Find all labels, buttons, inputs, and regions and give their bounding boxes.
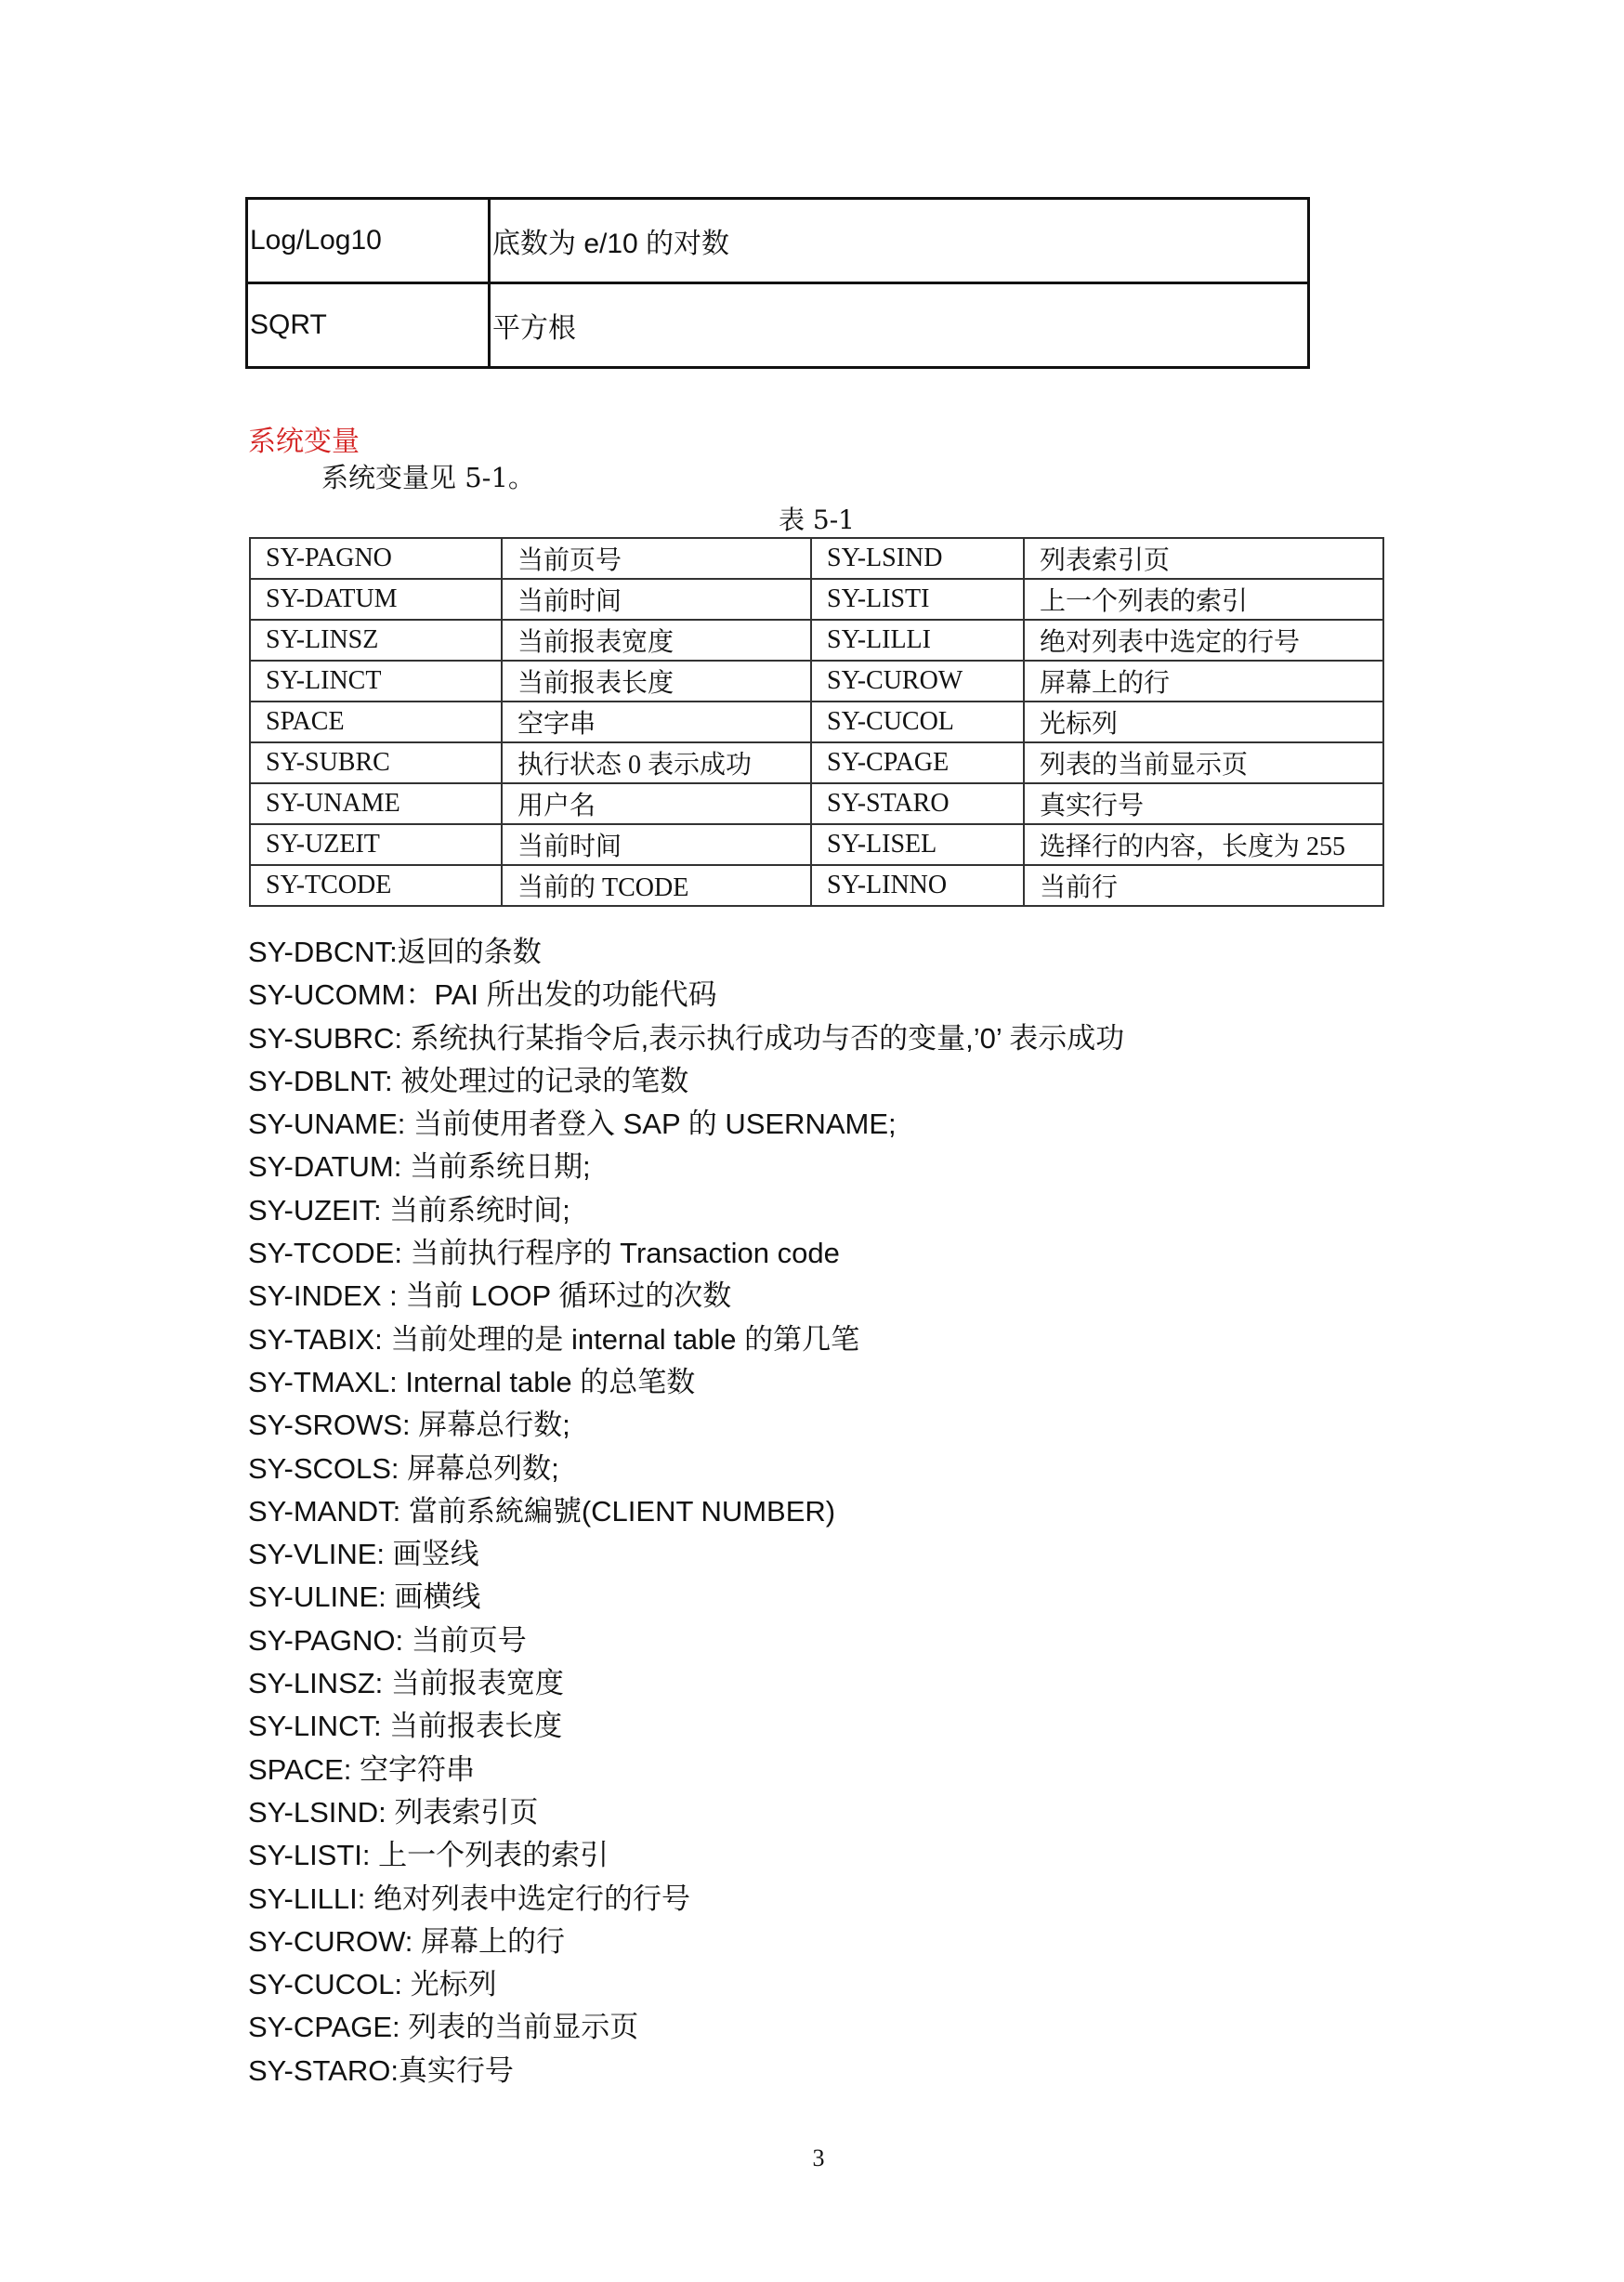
variable-desc-cell: 屏幕上的行 (1024, 661, 1383, 702)
variable-desc-cell: 绝对列表中选定的行号 (1024, 620, 1383, 661)
variable-desc-cell: 用户名 (502, 783, 811, 824)
page-number: 3 (812, 2144, 825, 2171)
intro-text: 系统变量见 5-1。 (321, 462, 535, 493)
variable-desc-cell: 上一个列表的索引 (1024, 579, 1383, 620)
variable-desc-cell: 当前报表长度 (502, 661, 811, 702)
variable-desc-cell: 空字串 (502, 702, 811, 742)
function-desc-cell: 底数为 e/10 的对数 (490, 199, 1309, 283)
variable-desc-cell: 当前行 (1024, 865, 1383, 906)
variable-name-cell: SY-SUBRC (250, 742, 502, 783)
variable-line: SY-TCODE: 当前执行程序的 Transaction code (248, 1237, 840, 1270)
variable-line: SY-CPAGE: 列表的当前显示页 (248, 2011, 639, 2044)
variable-line: SY-LINSZ: 当前报表宽度 (248, 1667, 564, 1700)
variable-name-cell: SY-CUCOL (811, 702, 1024, 742)
variable-name-cell: SY-LISEL (811, 824, 1024, 865)
section-title: 系统变量 (248, 426, 360, 458)
variable-line: SY-UNAME: 当前使用者登入 SAP 的 USERNAME; (248, 1108, 897, 1141)
variable-line: SY-SCOLS: 屏幕总列数; (248, 1451, 559, 1485)
system-table-row (250, 538, 1383, 579)
system-table-row (250, 661, 1383, 702)
variable-description-list (248, 931, 1124, 2092)
variable-line: SPACE: 空字符串 (248, 1752, 476, 1786)
function-table (245, 197, 1310, 369)
system-table-row (250, 620, 1383, 661)
variable-line: SY-TABIX: 当前处理的是 internal table 的第几笔 (248, 1322, 860, 1356)
system-table-row (250, 824, 1383, 865)
variable-name-cell: SY-LINSZ (250, 620, 502, 661)
variable-name-cell: SY-LILLI (811, 620, 1024, 661)
variable-desc-cell: 真实行号 (1024, 783, 1383, 824)
variable-name-cell: SPACE (250, 702, 502, 742)
variable-name-cell: SY-UZEIT (250, 824, 502, 865)
variable-name-cell: SY-CPAGE (811, 742, 1024, 783)
variable-line: SY-LSIND: 列表索引页 (248, 1795, 539, 1829)
system-table-row (250, 865, 1383, 906)
function-name-cell: Log/Log10 (247, 199, 490, 283)
variable-desc-cell: 列表索引页 (1024, 538, 1383, 579)
variable-line: SY-CUCOL: 光标列 (248, 1968, 497, 2001)
variable-line: SY-DATUM: 当前系统日期; (248, 1150, 591, 1184)
variable-line: SY-ULINE: 画横线 (248, 1580, 481, 1614)
variable-name-cell: SY-TCODE (250, 865, 502, 906)
variable-desc-cell: 执行状态 0 表示成功 (502, 742, 811, 783)
variable-line: SY-LINCT: 当前报表长度 (248, 1710, 563, 1743)
variable-line: SY-UCOMM：PAI 所出发的功能代码 (248, 978, 717, 1012)
variable-name-cell: SY-STARO (811, 783, 1024, 824)
variable-line: SY-PAGNO: 当前页号 (248, 1623, 527, 1657)
function-table-row (247, 199, 1309, 283)
variable-name-cell: SY-LSIND (811, 538, 1024, 579)
variable-line: SY-DBCNT:返回的条数 (248, 936, 542, 968)
variable-desc-cell: 当前页号 (502, 538, 811, 579)
variable-line: SY-MANDT: 當前系統編號(CLIENT NUMBER) (248, 1494, 836, 1528)
system-table-row (250, 702, 1383, 742)
variable-line: SY-SUBRC: 系统执行某指令后,表示执行成功与否的变量,’0’ 表示成功 (248, 1021, 1125, 1055)
system-variable-table (249, 537, 1384, 907)
variable-name-cell: SY-UNAME (250, 783, 502, 824)
variable-line: SY-STARO:真实行号 (248, 2053, 514, 2087)
function-name-cell: SQRT (247, 283, 490, 368)
function-desc-cell: 平方根 (490, 283, 1309, 368)
variable-line: SY-LISTI: 上一个列表的索引 (248, 1839, 609, 1872)
variable-line: SY-VLINE: 画竖线 (248, 1538, 479, 1571)
variable-line: SY-TMAXL: Internal table 的总笔数 (248, 1365, 696, 1398)
variable-line: SY-UZEIT: 当前系统时间; (248, 1193, 570, 1226)
variable-desc-cell: 当前时间 (502, 579, 811, 620)
variable-desc-cell: 列表的当前显示页 (1024, 742, 1383, 783)
variable-name-cell: SY-CUROW (811, 661, 1024, 702)
variable-line: SY-LILLI: 绝对列表中选定行的行号 (248, 1882, 691, 1915)
variable-name-cell: SY-LINNO (811, 865, 1024, 906)
variable-desc-cell: 当前时间 (502, 824, 811, 865)
variable-desc-cell: 选择行的内容，长度为 255 (1024, 824, 1383, 865)
variable-desc-cell: 当前的 TCODE (502, 865, 811, 906)
variable-desc-cell: 光标列 (1024, 702, 1383, 742)
variable-line: SY-DBLNT: 被处理过的记录的笔数 (248, 1064, 689, 1097)
variable-desc-cell: 当前报表宽度 (502, 620, 811, 661)
variable-line: SY-SROWS: 屏幕总行数; (248, 1409, 570, 1442)
variable-name-cell: SY-LINCT (250, 661, 502, 702)
variable-name-cell: SY-PAGNO (250, 538, 502, 579)
variable-name-cell: SY-DATUM (250, 579, 502, 620)
system-table-row (250, 579, 1383, 620)
variable-line: SY-CUROW: 屏幕上的行 (248, 1924, 566, 1958)
function-table-row (247, 283, 1309, 368)
variable-line: SY-INDEX : 当前 LOOP 循环过的次数 (248, 1279, 732, 1313)
variable-name-cell: SY-LISTI (811, 579, 1024, 620)
table-caption: 表 5-1 (779, 505, 855, 535)
system-table-row (250, 742, 1383, 783)
system-table-row (250, 783, 1383, 824)
